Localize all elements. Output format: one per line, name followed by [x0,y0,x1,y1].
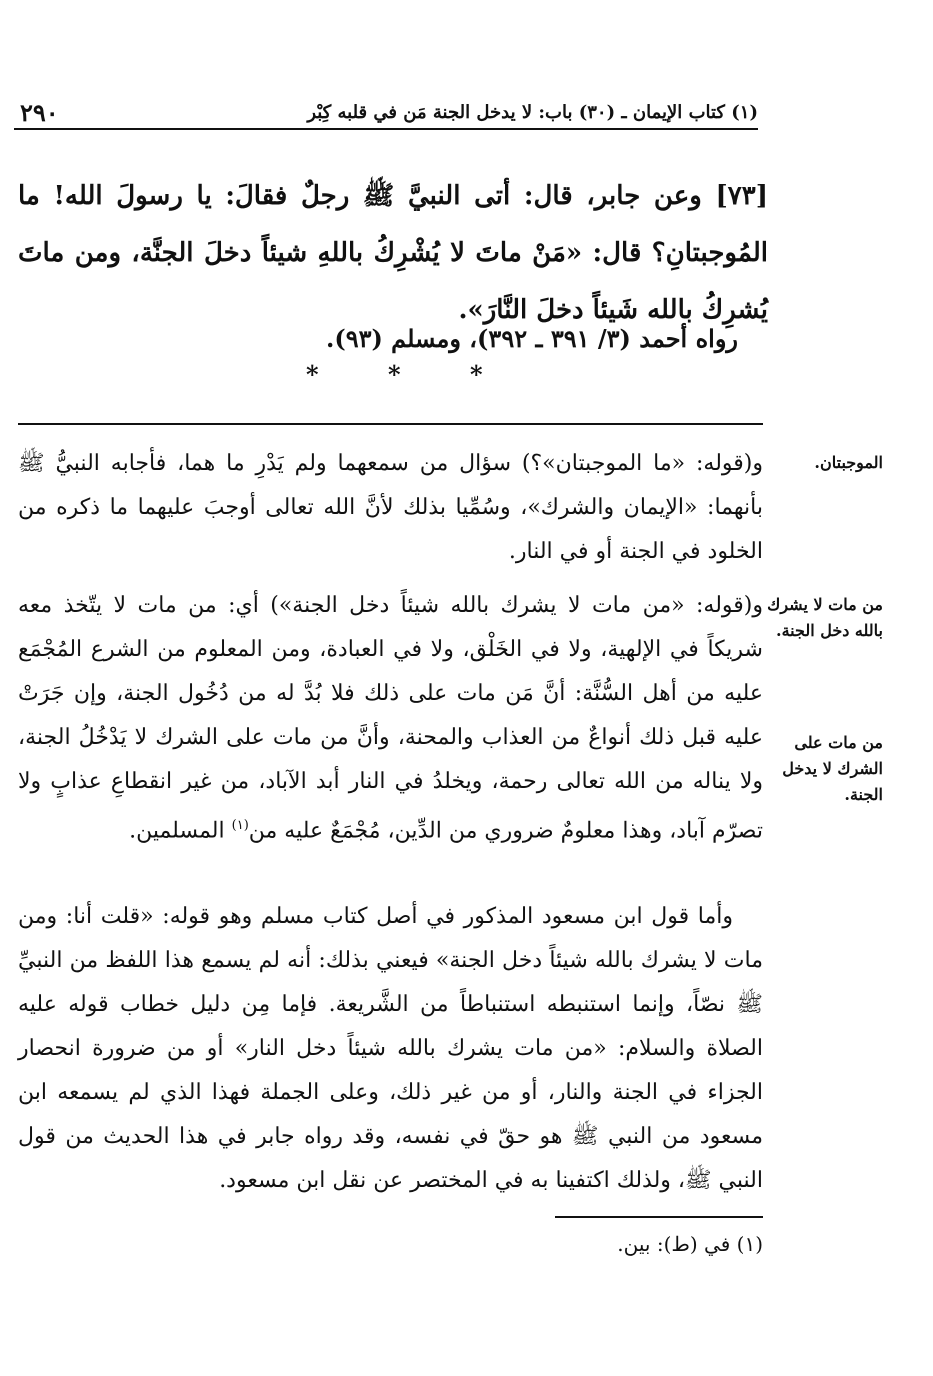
commentary-paragraph [18,584,763,853]
hadith-text [18,168,768,339]
commentary-text: المسلمين. [129,818,225,844]
running-header [14,96,758,130]
star-ornament: * [470,360,483,389]
margin-note: الموجبتان. [814,453,883,472]
hadith-number: [٧٣] [715,181,768,211]
star-ornament: * [388,360,401,389]
margin-note: من مات لا يشرك بالله دخل الجنة. [767,595,883,640]
commentary-text: و(قوله: «من مات لا يشرك بالله شيئاً دخل الجنة») أي: من مات لا يتّخذ معه شريكاً في الإلهية، ولا في الخَلْق، ولا في العبادة، ومن المعلوم من الشرع المُجْمَع عليه من أهل السُّنَّة: أنَّ مَن مات على ذلك فلا بُدَّ له من دُخُول الجنة، وإن جَرَتْ عليه قبل ذلك أنواعٌ من العذاب والمحنة، وأنَّ من مات على الشرك لا يَدْخُلُ الجنة، ولا يناله من الله تعالى رحمة، ويخلدُ في النار أبد الآباد، من غير انقطاعِ عذابٍ ولا تصرّم آباد، وهذا معلومٌ ضروري من الدِّين، مُجْمَعٌ عليه من [18,593,763,844]
text-commentary-separator [18,423,763,425]
running-title: (١) كتاب الإيمان ـ (٣٠) باب: لا يدخل الجنة مَن في قلبه كِبْر [307,102,758,123]
footnote-reference: (١) [231,818,249,833]
footnote: (١) في (ط): بين. [617,1232,763,1256]
section-divider-stars [290,360,490,400]
page-number: ٢٩٠ [20,98,59,127]
hadith-body: وعن جابر، قال: أتى النبيَّ ﷺ رجلٌ فقالَ: يا رسولَ الله! ما المُوجبتانِ؟ قال: «مَنْ ماتَ لا يُشْرِكُ باللهِ شيئاً دخلَ الجنَّة، ومن ماتَ يُشرِكُ بالله شَيئاً دخلَ النَّارَ». [18,181,768,325]
star-ornament: * [306,360,319,389]
commentary-paragraph: و(قوله: «ما الموجبتان»؟) سؤال من سمعهما ولم يَدْرِ ما هما، فأجابه النبيُّ ﷺ بأنهما: «الإيمان والشرك»، وسُمِّيا بذلك لأنَّ الله تعالى أوجبَ عليهما ما ذكره من الخلود في الجنة أو في النار. [18,451,763,564]
footnote-rule [555,1216,763,1218]
margin-note: من مات على الشرك لا يدخل الجنة. [782,733,883,804]
hadith-source: رواه أحمد (٣/ ٣٩١ ـ ٣٩٢)، ومسلم (٩٣). [325,324,738,353]
commentary-paragraph: وأما قول ابن مسعود المذكور في أصل كتاب مسلم وهو قوله: «قلت أنا: ومن مات لا يشرك بالله شيئاً دخل الجنة» فيعني بذلك: أنه لم يسمع هذا اللفظ من النبيِّ ﷺ نصّاً، وإنما استنبطه استنباطاً من الشَّريعة. فإما مِن دليل خطاب قوله عليه الصلاة والسلام: «من مات يشرك بالله شيئاً دخل النار» أو من ضرورة انحصار الجزاء في الجنة والنار، أو من غير ذلك، وعلى الجملة فهذا الذي لم يسمعه ابن مسعود من النبي ﷺ هو حقّ في نفسه، وقد رواه جابر في هذا الحديث من قول النبي ﷺ، ولذلك اكتفينا به في المختصر عن نقل ابن مسعود. [18,904,763,1193]
